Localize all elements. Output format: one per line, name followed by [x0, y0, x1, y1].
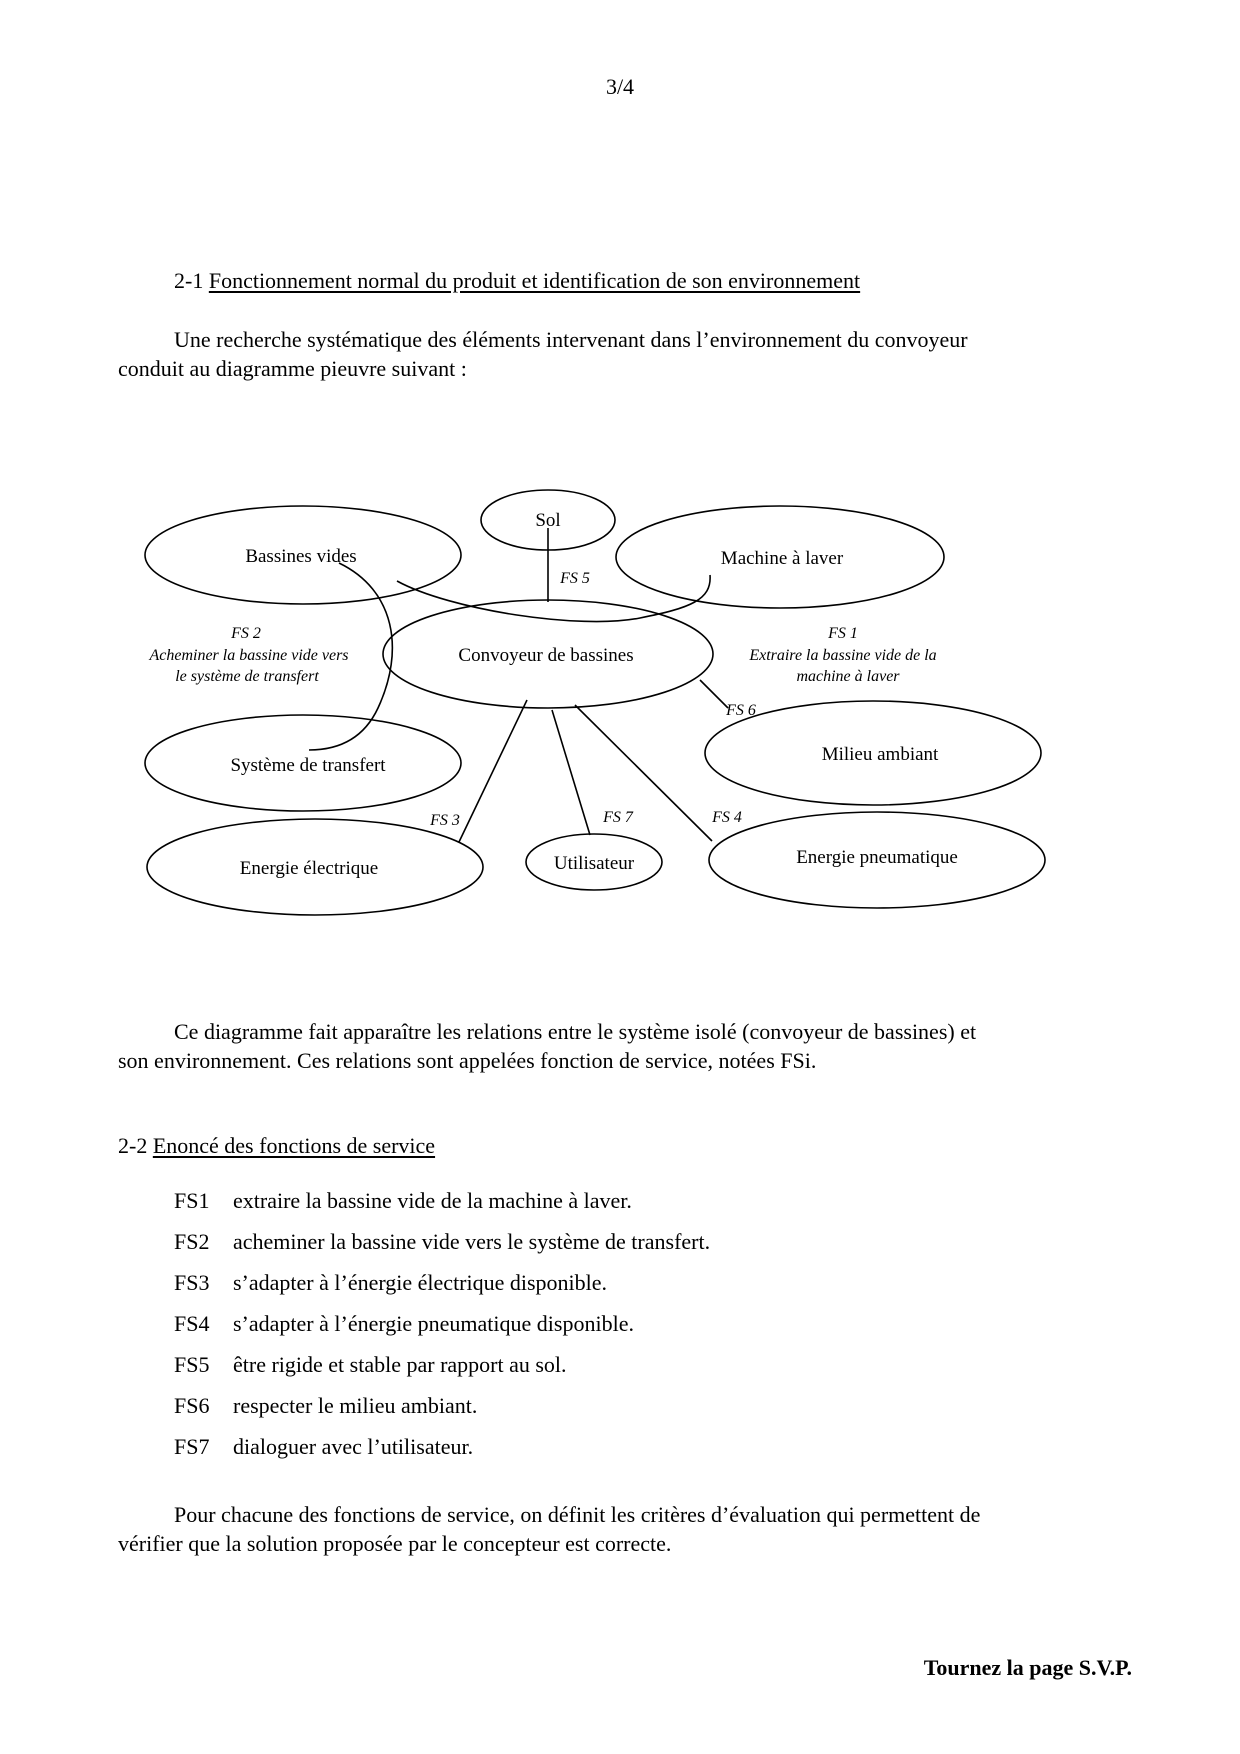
explanation-line-2: son environnement. Ces relations sont appelées fonction de service, notées FSi. — [118, 1048, 817, 1073]
list-item — [174, 1434, 710, 1475]
node-utilisateur: Utilisateur — [553, 853, 635, 874]
label-fs5: FS 5 — [560, 570, 590, 587]
link-energie-pneumatique — [575, 705, 712, 841]
closing-line-2: vérifier que la solution proposée par le concepteur est correcte. — [118, 1531, 672, 1556]
function-code: FS3 — [174, 1270, 210, 1295]
list-item — [174, 1311, 710, 1352]
label-fs1: FS 1 — [828, 625, 858, 642]
function-code: FS5 — [174, 1352, 210, 1377]
function-text: acheminer la bassine vide vers le système de transfert. — [233, 1229, 711, 1254]
turn-page-note: Tournez la page S.V.P. — [923, 1655, 1132, 1680]
label-fs7: FS 7 — [603, 809, 633, 826]
section-number: 2-2 — [118, 1133, 148, 1158]
closing-line-1: Pour chacune des fonctions de service, on définit les critères d’évaluation qui permettent de — [174, 1502, 981, 1527]
node-sol: Sol — [535, 510, 561, 531]
label-fs2-desc-1: Acheminer la bassine vide vers — [149, 647, 349, 664]
closing-paragraph — [118, 1500, 1131, 1558]
node-milieu-ambiant: Milieu ambiant — [821, 744, 939, 765]
function-text: être rigide et stable par rapport au sol. — [233, 1352, 567, 1377]
label-fs6: FS 6 — [726, 702, 756, 719]
intro-line-1: Une recherche systématique des éléments intervenant dans l’environnement du convoyeur — [174, 327, 968, 352]
section-heading-2-2 — [118, 1133, 435, 1159]
label-fs2: FS 2 — [231, 625, 261, 642]
intro-line-2: conduit au diagramme pieuvre suivant : — [118, 356, 467, 381]
page-number: 3/4 — [605, 74, 635, 99]
service-functions-list — [174, 1188, 710, 1475]
list-item — [174, 1270, 710, 1311]
list-item — [174, 1229, 710, 1270]
section-title: Fonctionnement normal du produit et identification de son environnement — [208, 268, 861, 293]
function-text: s’adapter à l’énergie électrique disponible. — [233, 1270, 608, 1295]
function-text: extraire la bassine vide de la machine à laver. — [233, 1188, 632, 1213]
label-fs4: FS 4 — [712, 809, 742, 826]
node-systeme-transfert: Système de transfert — [230, 755, 386, 776]
list-item — [174, 1188, 710, 1229]
label-fs1-desc-1: Extraire la bassine vide de la — [749, 647, 937, 664]
function-code: FS4 — [174, 1311, 210, 1336]
section-number: 2-1 — [174, 268, 204, 293]
function-text: respecter le milieu ambiant. — [233, 1393, 478, 1418]
node-energie-pneumatique: Energie pneumatique — [796, 847, 958, 868]
node-bassines-vides: Bassines vides — [245, 546, 357, 567]
label-fs2-desc-2: le système de transfert — [175, 668, 319, 685]
list-item — [174, 1393, 710, 1434]
function-code: FS2 — [174, 1229, 210, 1254]
diagram-explanation — [118, 1017, 1131, 1075]
list-item — [174, 1352, 710, 1393]
label-fs1-desc-2: machine à laver — [796, 668, 900, 685]
node-convoyeur: Convoyeur de bassines — [458, 645, 634, 666]
explanation-line-1: Ce diagramme fait apparaître les relations entre le système isolé (convoyeur de bassines) et — [174, 1019, 977, 1044]
function-text: s’adapter à l’énergie pneumatique disponible. — [233, 1311, 634, 1336]
function-code: FS7 — [174, 1434, 210, 1459]
function-code: FS6 — [174, 1393, 210, 1418]
node-energie-electrique: Energie électrique — [239, 858, 379, 879]
node-machine-a-laver: Machine à laver — [720, 548, 844, 569]
link-milieu — [700, 680, 728, 708]
function-text: dialoguer avec l’utilisateur. — [233, 1434, 474, 1459]
label-fs3: FS 3 — [430, 812, 460, 829]
link-utilisateur — [552, 710, 590, 835]
section-title: Enoncé des fonctions de service — [152, 1133, 436, 1158]
function-code: FS1 — [174, 1188, 210, 1213]
link-energie-electrique — [459, 700, 527, 842]
